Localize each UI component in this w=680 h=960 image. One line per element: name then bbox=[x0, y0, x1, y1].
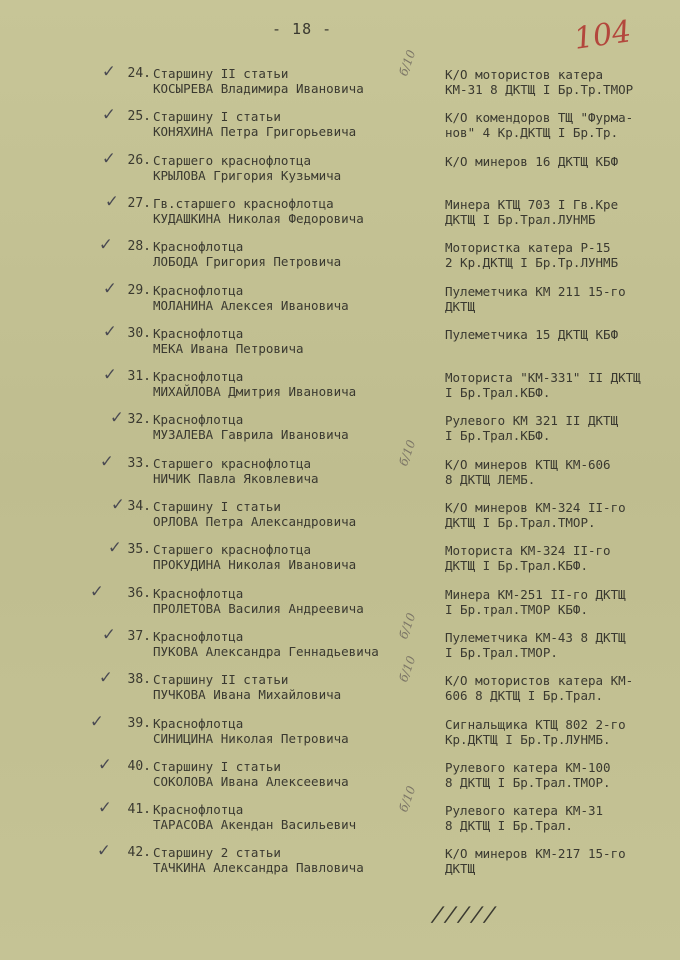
entry-name: КРЫЛОВА Григория Кузьмича bbox=[153, 167, 342, 183]
entry-position-line-2: ДКТЩ I Бр.Трал.КБФ. bbox=[445, 558, 588, 574]
entry-rank: Старшину I статьи bbox=[153, 499, 281, 514]
entry-rank: Старшину 2 статьи bbox=[153, 845, 281, 861]
entry-number: 30. bbox=[127, 325, 151, 341]
entry-position-line-2: 8 ДКТЩ ЛЕМБ. bbox=[445, 471, 536, 487]
entry-position-line-1: Пулеметчика КМ 211 15-го bbox=[445, 283, 626, 299]
entry-name: ЛОБОДА Григория Петровича bbox=[153, 254, 342, 270]
entry-position-line-2: 606 8 ДКТЩ I Бр.Трал. bbox=[445, 688, 604, 704]
entry-rank: Краснофлотца bbox=[153, 325, 244, 341]
award-entry bbox=[0, 276, 680, 327]
entry-name: ПРОЛЕТОВА Василия Андреевича bbox=[153, 600, 364, 616]
checkmark-icon: ✓ bbox=[103, 103, 115, 126]
entry-rank: Краснофлотца bbox=[153, 628, 244, 644]
entry-rank: Краснофлотца bbox=[153, 239, 244, 255]
entry-position-line-2: ДКТЩ bbox=[445, 861, 476, 877]
entry-name: НИЧИК Павла Яковлевича bbox=[153, 470, 319, 486]
entry-position-line-1: Мотористка катера Р-15 bbox=[445, 240, 611, 256]
entry-name: ПУЧКОВА Ивана Михайловича bbox=[153, 687, 342, 703]
entry-number: 35. bbox=[127, 542, 151, 558]
entry-number: 36. bbox=[127, 585, 151, 601]
end-of-list-strokes: ///// bbox=[428, 902, 501, 926]
entry-position-line-1: Рулевого катера КМ-31 bbox=[445, 803, 604, 819]
checkmark-icon: ✓ bbox=[104, 319, 116, 342]
entry-position-line-2: I Бр.Трал.КБФ. bbox=[445, 385, 551, 401]
entry-position-line-1: Пулеметчика 15 ДКТЩ КБФ bbox=[445, 326, 619, 342]
entry-name: ОРЛОВА Петра Александровича bbox=[153, 514, 357, 529]
checkmark-icon: ✓ bbox=[91, 709, 103, 732]
award-entry bbox=[0, 839, 680, 889]
entry-name: ПУКОВА Александра Геннадьевича bbox=[153, 643, 379, 659]
entry-position-line-1: К/О минеров КМ-217 15-го bbox=[445, 846, 626, 862]
award-entry bbox=[0, 233, 680, 283]
entry-position-line-2: нов" 4 Кр.ДКТЩ I Бр.Тр. bbox=[445, 125, 619, 141]
checkmark-icon: ✓ bbox=[109, 536, 121, 559]
entry-rank: Краснофлотца bbox=[153, 282, 244, 298]
entry-position-line-1: К/О мотористов катера КМ- bbox=[445, 673, 634, 689]
entry-name: КУДАШКИНА Николая Федоровича bbox=[153, 210, 364, 226]
entry-number: 37. bbox=[127, 628, 151, 644]
entry-name: ПРОКУДИНА Николая Ивановича bbox=[153, 557, 357, 573]
checkmark-icon: ✓ bbox=[98, 839, 110, 862]
entry-position-line-1: Рулевого катера КМ-100 bbox=[445, 759, 611, 775]
entry-position-line-1: К/О минеров КМ-324 II-го bbox=[445, 500, 626, 515]
handwritten-annotation: б/10 bbox=[396, 610, 419, 641]
entry-rank: Старшего краснофлотца bbox=[153, 455, 312, 471]
handwritten-annotation: б/10 bbox=[396, 654, 419, 685]
entry-number: 34. bbox=[127, 499, 151, 514]
entry-rank: Краснофлотца bbox=[153, 585, 244, 601]
entry-position-line-1: К/О минеров 16 ДКТЩ КБФ bbox=[445, 153, 619, 169]
entry-number: 28. bbox=[127, 239, 151, 255]
checkmark-icon: ✓ bbox=[106, 189, 118, 212]
checkmark-icon: ✓ bbox=[99, 796, 111, 819]
entry-rank: Краснофлотца bbox=[153, 802, 244, 818]
entry-rank: Старшину I статьи bbox=[153, 758, 281, 774]
entry-number: 41. bbox=[127, 802, 151, 818]
entry-name: ТАЧКИНА Александра Павловича bbox=[153, 860, 364, 876]
entry-number: 31. bbox=[127, 369, 151, 385]
entry-position-line-2: КМ-31 8 ДКТЩ I Бр.Тр.ТМОР bbox=[445, 82, 634, 97]
entry-rank: Гв.старшего краснофлотца bbox=[153, 195, 334, 211]
entry-rank: Старшину I статьи bbox=[153, 109, 281, 125]
checkmark-icon: ✓ bbox=[103, 60, 115, 82]
entry-position-line-1: К/О минеров КТЩ КМ-606 bbox=[445, 456, 611, 472]
entry-number: 42. bbox=[127, 845, 151, 861]
checkmark-icon: ✓ bbox=[91, 579, 103, 602]
entry-rank: Старшину II статьи bbox=[153, 66, 289, 81]
entry-name: КОСЫРЕВА Владимира Ивановича bbox=[153, 81, 364, 96]
entry-number: 24. bbox=[127, 66, 151, 81]
entry-position-line-2: 8 ДКТЩ I Бр.Трал. bbox=[445, 818, 573, 834]
award-entry bbox=[0, 146, 680, 197]
handwritten-annotation: б/10 bbox=[396, 437, 419, 468]
award-entry bbox=[0, 363, 680, 413]
entry-name: СОКОЛОВА Ивана Алексеевича bbox=[153, 773, 349, 789]
entry-position-line-1: Моториста КМ-324 II-го bbox=[445, 543, 611, 559]
entry-rank: Краснофлотца bbox=[153, 412, 244, 428]
checkmark-icon: ✓ bbox=[100, 233, 112, 256]
page-number: - 18 - bbox=[272, 20, 333, 38]
award-entry bbox=[0, 319, 680, 370]
entry-number: 27. bbox=[127, 195, 151, 211]
entry-rank: Старшего краснофлотца bbox=[153, 542, 312, 558]
entry-position-line-1: Пулеметчика КМ-43 8 ДКТЩ bbox=[445, 629, 626, 645]
award-entry bbox=[0, 579, 680, 630]
entry-number: 29. bbox=[127, 282, 151, 298]
entry-position-line-2: ДКТЩ I Бр.Трал.ТМОР. bbox=[445, 515, 596, 530]
entry-rank: Старшину II статьи bbox=[153, 672, 289, 688]
entry-position-line-2: I Бр.Трал.ТМОР. bbox=[445, 644, 558, 660]
entry-number: 26. bbox=[127, 152, 151, 168]
entry-position-line-2: 8 ДКТЩ I Бр.Трал.ТМОР. bbox=[445, 774, 611, 790]
entry-number: 40. bbox=[127, 758, 151, 774]
entry-position-line-1: Рулевого КМ 321 II ДКТЩ bbox=[445, 413, 619, 429]
checkmark-icon: ✓ bbox=[104, 363, 116, 386]
entry-position-line-2: 2 Кр.ДКТЩ I Бр.Тр.ЛУНМБ bbox=[445, 255, 619, 271]
checkmark-icon: ✓ bbox=[112, 493, 124, 515]
checkmark-icon: ✓ bbox=[104, 276, 116, 299]
award-entry bbox=[0, 103, 680, 153]
checkmark-icon: ✓ bbox=[101, 449, 113, 472]
entry-position-line-1: Минера КТЩ 703 I Гв.Кре bbox=[445, 196, 619, 212]
checkmark-icon: ✓ bbox=[103, 146, 115, 169]
award-entry bbox=[0, 437, 680, 500]
entry-name: СИНИЦИНА Николая Петровича bbox=[153, 730, 349, 746]
award-entry bbox=[0, 48, 680, 110]
entry-position-line-2: Кр.ДКТЩ I Бр.Тр.ЛУНМБ. bbox=[445, 731, 611, 747]
entry-name: МИХАЙЛОВА Дмитрия Ивановича bbox=[153, 384, 357, 400]
entry-position-line-1: К/О комендоров ТЩ "Фурма- bbox=[445, 110, 634, 126]
award-entry bbox=[0, 493, 680, 543]
handwritten-annotation: б/10 bbox=[396, 784, 419, 815]
entry-position-line-1: Моториста "КМ-331" II ДКТЩ bbox=[445, 370, 641, 386]
archive-page-mark: 104 bbox=[571, 14, 634, 57]
entry-rank: Краснофлотца bbox=[153, 715, 244, 731]
entry-number: 32. bbox=[127, 412, 151, 428]
checkmark-icon: ✓ bbox=[99, 752, 111, 775]
entry-position-line-2: I Бр.трал.ТМОР КБФ. bbox=[445, 601, 588, 617]
handwritten-annotation: б/10 bbox=[396, 48, 419, 78]
checkmark-icon: ✓ bbox=[100, 666, 112, 689]
entry-name: МОЛАНИНА Алексея Ивановича bbox=[153, 297, 349, 313]
entry-position-line-2: ДКТЩ bbox=[445, 298, 476, 314]
checkmark-icon: ✓ bbox=[111, 406, 123, 429]
entry-number: 38. bbox=[127, 672, 151, 688]
entry-number: 33. bbox=[127, 455, 151, 471]
entry-rank: Краснофлотца bbox=[153, 369, 244, 385]
entry-position-line-2: ДКТЩ I Бр.Трал.ЛУНМБ bbox=[445, 211, 596, 227]
entry-number: 39. bbox=[127, 715, 151, 731]
entry-rank: Старшего краснофлотца bbox=[153, 152, 312, 168]
entry-position-line-2: I Бр.Трал.КБФ. bbox=[445, 428, 551, 444]
entry-name: КОНЯХИНА Петра Григорьевича bbox=[153, 124, 357, 140]
entry-position-line-1: Сигнальщика КТЩ 802 2-го bbox=[445, 716, 626, 732]
entry-position-line-1: К/О мотористов катера bbox=[445, 67, 604, 82]
entry-name: МЕКА Ивана Петровича bbox=[153, 340, 304, 356]
checkmark-icon: ✓ bbox=[103, 622, 115, 645]
entry-name: МУЗАЛЕВА Гаврила Ивановича bbox=[153, 427, 349, 443]
entry-number: 25. bbox=[127, 109, 151, 125]
entry-position-line-1: Минера КМ-251 II-го ДКТЩ bbox=[445, 586, 626, 602]
entry-name: ТАРАСОВА Акендан Васильевич bbox=[153, 817, 357, 833]
